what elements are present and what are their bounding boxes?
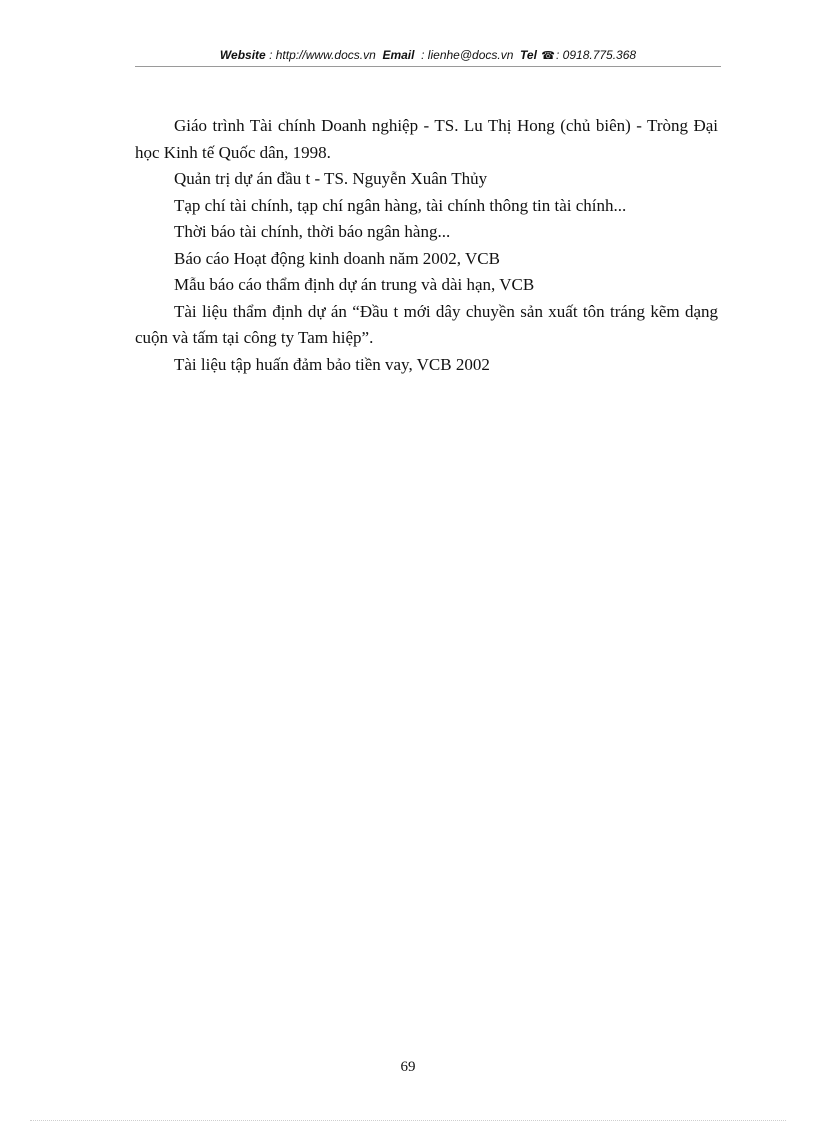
reference-list [135, 113, 718, 378]
website-value: : http://www.docs.vn [269, 48, 376, 62]
footer-divider [30, 1120, 786, 1121]
reference-item: Giáo trình Tài chính Doanh nghiệp - TS. Lu Thị Hong (chủ biên) - Tròng Đại học Kinh tế Quốc dân, 1998. [135, 116, 718, 162]
email-label: Email [382, 48, 415, 62]
reference-item: Tài liệu tập huấn đảm bảo tiền vay, VCB 2002 [174, 354, 490, 374]
reference-item: Mẫu báo cáo thẩm định dự án trung và dài hạn, VCB [174, 275, 535, 294]
phone-icon: ☎ [541, 50, 555, 62]
reference-item: Báo cáo Hoạt động kinh doanh năm 2002, VCB [174, 248, 500, 268]
reference-item: Tạp chí tài chính, tạp chí ngân hàng, tài chính thông tin tài chính... [174, 195, 627, 215]
reference-item: Thời báo tài chính, thời báo ngân hàng... [174, 222, 451, 241]
website-label: Website [219, 48, 266, 62]
tel-label: Tel [520, 48, 537, 62]
page-number: 69 [400, 1059, 416, 1075]
tel-value: : 0918.775.368 [556, 48, 637, 62]
page-header [135, 44, 721, 67]
email-value: : lienhe@docs.vn [421, 48, 514, 62]
reference-item: Tài liệu thẩm định dự án “Đầu t mới dây chuyền sản xuất tôn tráng kẽm dạng cuộn và tấm tại công ty Tam hiệp”. [135, 301, 718, 347]
reference-item: Quản trị dự án đầu t - TS. Nguyễn Xuân Thủy [174, 169, 488, 188]
